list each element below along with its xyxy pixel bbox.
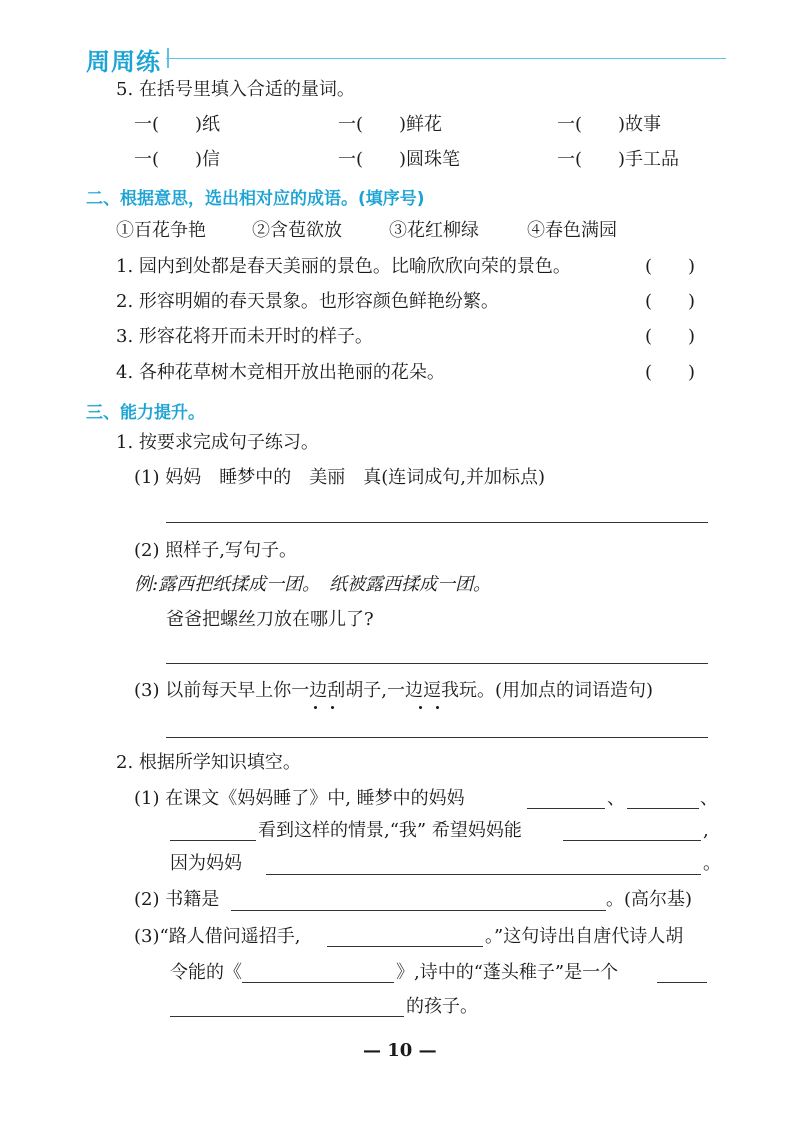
- question-item: 4. 各种花草树木竞相开放出艳丽的花朵。: [116, 362, 445, 383]
- punctuation: 、: [700, 788, 718, 809]
- emphasis-dot: [436, 706, 439, 709]
- sub-question-cont: 看到这样的情景,“我” 希望妈妈能: [258, 820, 522, 841]
- header-rule: [166, 58, 726, 59]
- q5-item: 一( )鲜花: [338, 114, 443, 135]
- sub-question: (1) 在课文《妈妈睡了》中, 睡梦中的妈妈: [134, 788, 465, 809]
- q5-item: 一( )信: [134, 149, 221, 170]
- emphasis-dot: [314, 706, 317, 709]
- sub-question-cont: 的孩子。: [406, 996, 478, 1017]
- page-title: 周周练: [86, 48, 161, 76]
- question-item: 2. 根据所学知识填空。: [116, 752, 301, 773]
- answer-parens: ( ): [645, 362, 696, 383]
- question-item: 1. 园内到处都是春天美丽的景色。比喻欣欣向荣的景色。: [116, 256, 571, 277]
- section-heading: 二、根据意思，选出相对应的成语。(填序号): [86, 189, 425, 209]
- answer-line[interactable]: [166, 737, 708, 738]
- section-heading: 三、能力提升。: [86, 403, 205, 423]
- sub-question-cont: 令能的《: [170, 962, 242, 983]
- attribution: 。(高尔基): [606, 889, 693, 910]
- idiom-option: ③花红柳绿: [389, 220, 479, 241]
- answer-parens: ( ): [645, 291, 696, 312]
- fill-blank[interactable]: [266, 874, 701, 875]
- emphasis-dot: [331, 706, 334, 709]
- fill-blank[interactable]: [231, 910, 606, 911]
- fill-blank[interactable]: [170, 840, 256, 841]
- q5-item: 一( )纸: [134, 114, 221, 135]
- idiom-option: ①百花争艳: [116, 220, 206, 241]
- sub-question-cont: 因为妈妈: [170, 853, 242, 874]
- sub-question: (3)“路人借问遥招手,: [134, 926, 301, 947]
- sub-question: (2) 书籍是: [134, 889, 220, 910]
- answer-line[interactable]: [166, 663, 708, 664]
- sub-question: (3) 以前每天早上你一边刮胡子,一边逗我玩。(用加点的词语造句): [134, 680, 653, 701]
- sub-question: (1) 妈妈 睡梦中的 美丽 真(连词成句,并加标点): [134, 467, 545, 488]
- fill-blank[interactable]: [657, 982, 707, 983]
- answer-parens: ( ): [645, 326, 696, 347]
- question-item: 1. 按要求完成句子练习。: [116, 432, 319, 453]
- example-sentence: 例:露西把纸揉成一团。 纸被露西揉成一团。: [134, 574, 492, 595]
- question-item: 2. 形容明媚的春天景象。也形容颜色鲜艳纷繁。: [116, 291, 499, 312]
- punctuation: ,: [703, 820, 709, 841]
- idiom-option: ②含苞欲放: [252, 220, 342, 241]
- q5-item: 一( )手工品: [557, 149, 680, 170]
- idiom-option: ④春色满园: [527, 220, 617, 241]
- header-rule-tick: [167, 48, 173, 68]
- sub-question-cont: 》,诗中的“蓬头稚子”是一个: [396, 962, 619, 983]
- sub-question: (2) 照样子,写句子。: [134, 540, 297, 561]
- punctuation: 、: [607, 788, 625, 809]
- fill-blank[interactable]: [242, 982, 394, 983]
- answer-line[interactable]: [166, 522, 708, 523]
- emphasis-dot: [419, 706, 422, 709]
- answer-parens: ( ): [645, 256, 696, 277]
- question-item: 3. 形容花将开而未开时的样子。: [116, 326, 373, 347]
- fill-blank[interactable]: [527, 808, 605, 809]
- punctuation: 。: [703, 853, 721, 874]
- fill-blank[interactable]: [563, 840, 701, 841]
- fill-blank[interactable]: [170, 1016, 404, 1017]
- sub-question-cont: 。”这句诗出自唐代诗人胡: [485, 926, 684, 947]
- sentence-prompt: 爸爸把螺丝刀放在哪儿了?: [166, 609, 374, 630]
- q5-item: 一( )故事: [557, 114, 662, 135]
- page-number: — 10 —: [363, 1040, 437, 1061]
- fill-blank[interactable]: [627, 808, 699, 809]
- fill-blank[interactable]: [327, 946, 483, 947]
- q5-item: 一( )圆珠笔: [338, 149, 461, 170]
- q5-prompt: 5. 在括号里填入合适的量词。: [116, 79, 355, 100]
